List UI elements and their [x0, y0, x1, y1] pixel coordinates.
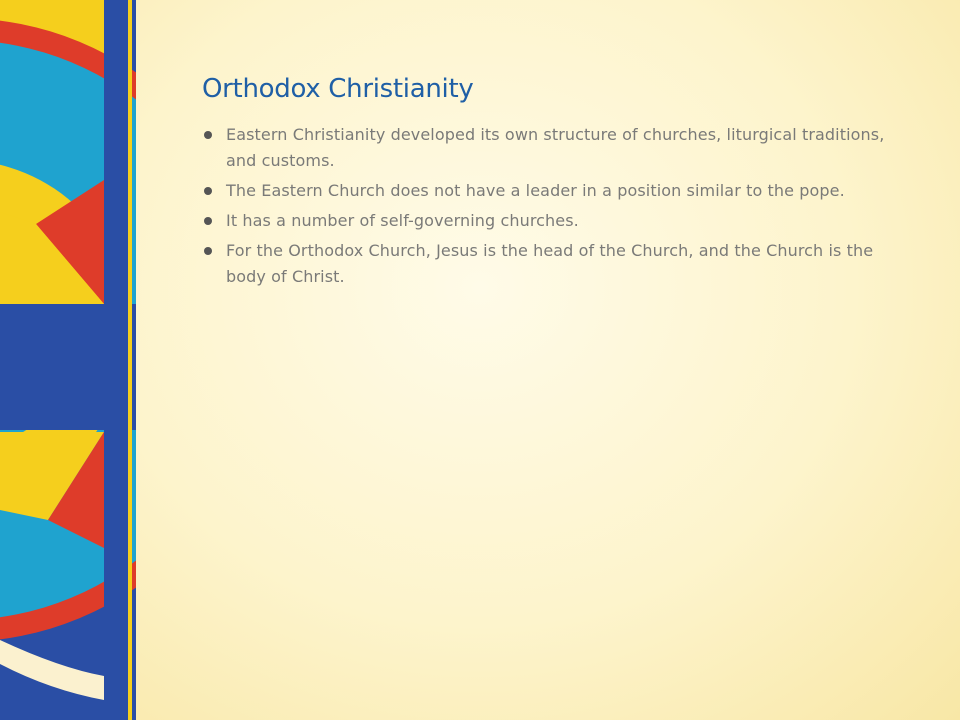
bullet-text: For the Orthodox Church, Jesus is the head of the Church, and the Church is the body of Christ.: [226, 241, 874, 286]
slide-content: [202, 70, 902, 294]
slide-title: Orthodox Christianity: [202, 74, 474, 104]
decorative-side-panel: [0, 0, 136, 720]
bullet-item: [202, 208, 902, 234]
bullet-dot-icon: [204, 131, 212, 139]
bullet-text: The Eastern Church does not have a leader in a position similar to the pope.: [226, 181, 845, 200]
bullet-list: [202, 122, 902, 290]
bullet-dot-icon: [204, 247, 212, 255]
bullet-item: [202, 122, 902, 174]
bullet-text: Eastern Christianity developed its own structure of churches, liturgical traditions, and customs.: [226, 125, 885, 170]
bullet-item: [202, 178, 902, 204]
bullet-text: It has a number of self-governing churches.: [226, 211, 579, 230]
bullet-item: [202, 238, 902, 290]
bullet-dot-icon: [204, 217, 212, 225]
bullet-dot-icon: [204, 187, 212, 195]
